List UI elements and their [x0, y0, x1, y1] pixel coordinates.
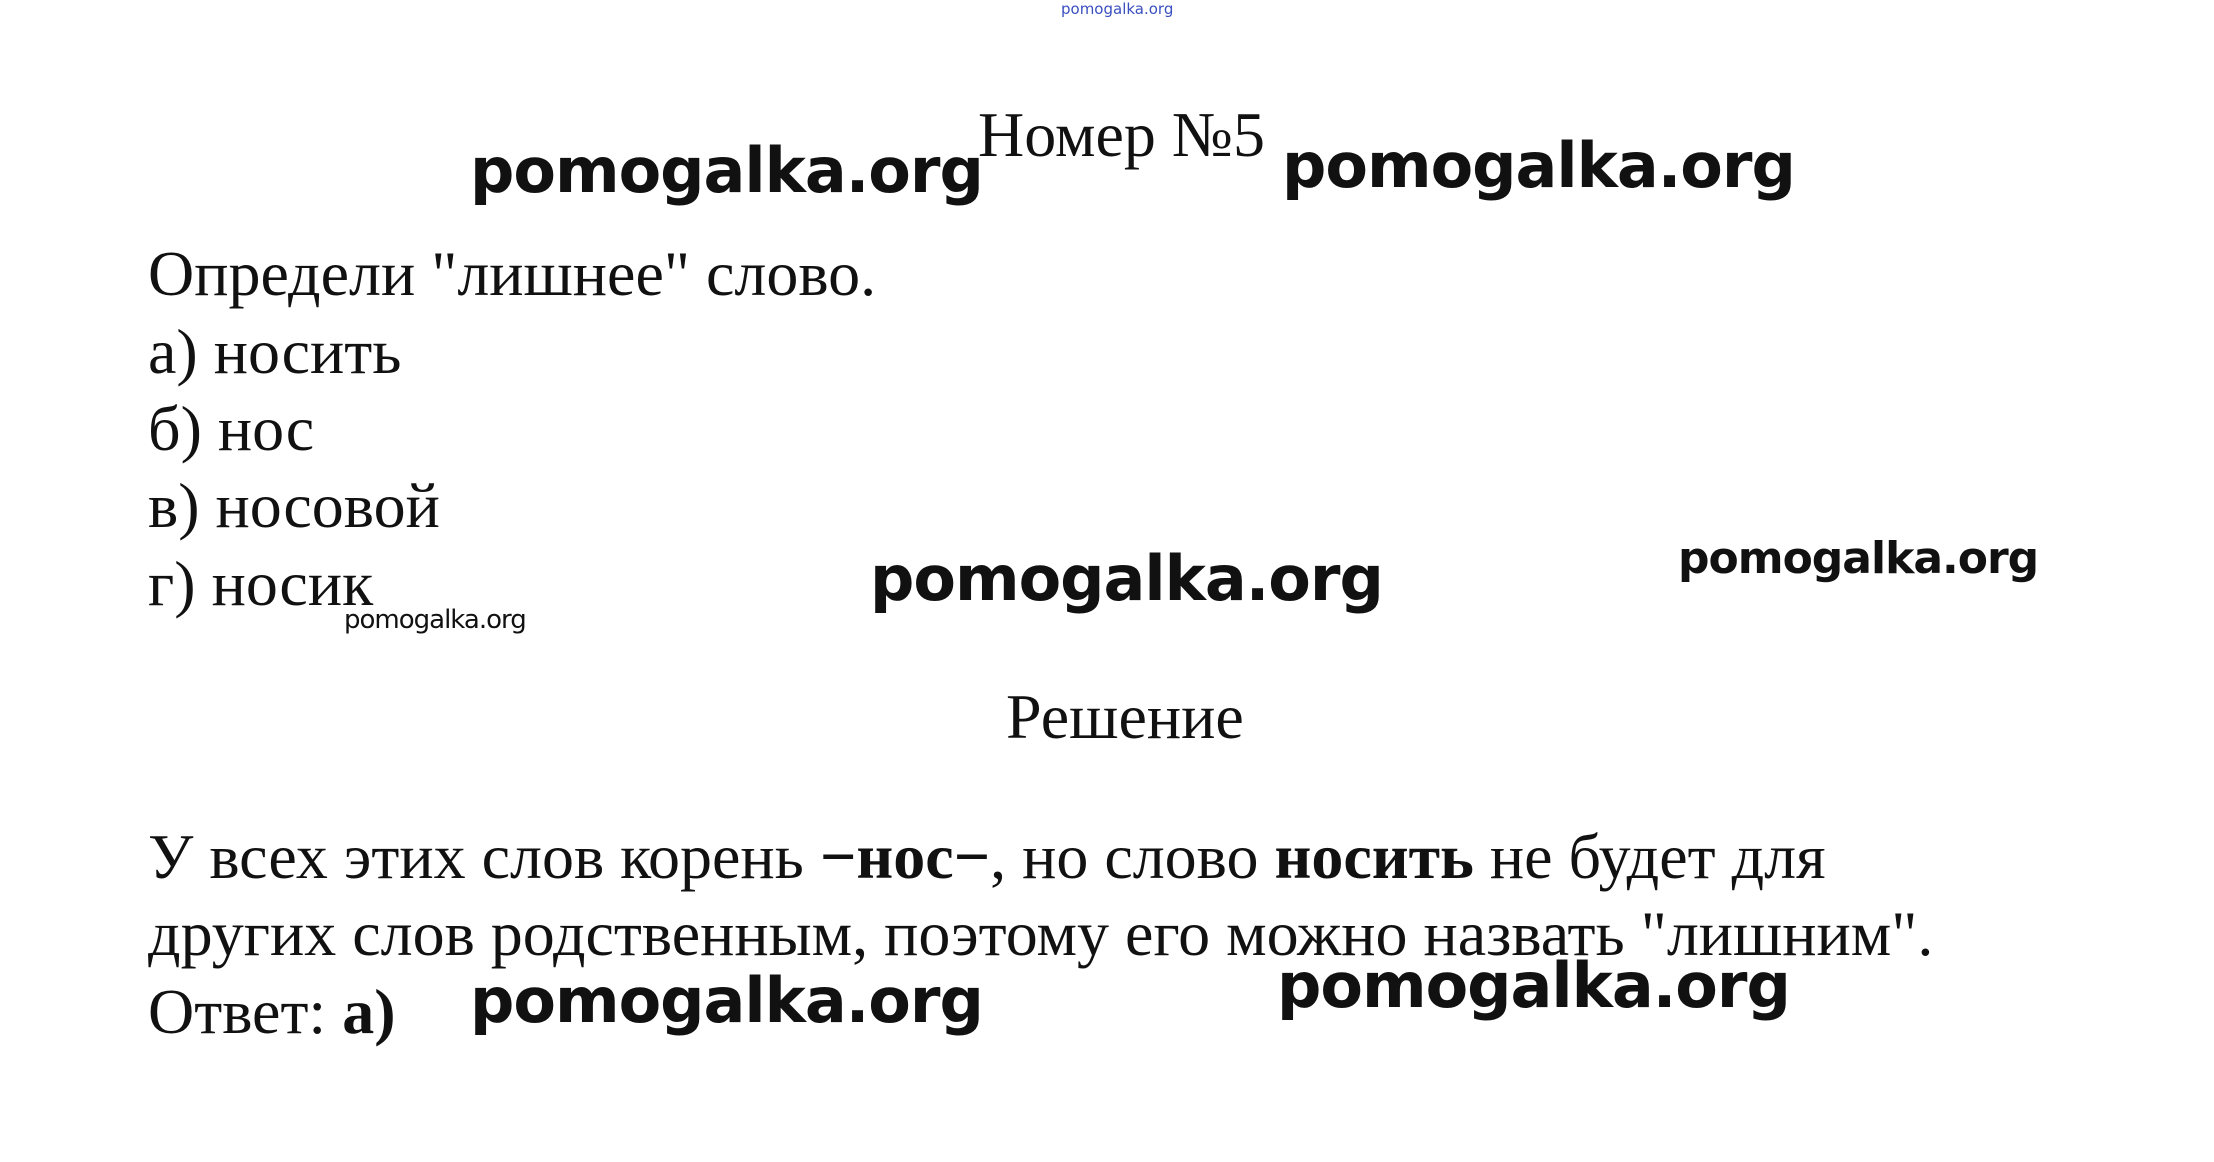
watermark-3: pomogalka.org [870, 542, 1383, 615]
watermark-7: pomogalka.org [470, 964, 983, 1037]
solution-text-2: , но слово [990, 821, 1275, 892]
page-title: Номер №5 [978, 99, 1265, 170]
solution-line-1 [148, 821, 1826, 892]
option-c: в) носовой [148, 470, 440, 541]
option-b: б) нос [148, 393, 315, 464]
solution-line-2: других слов родственным, поэтому его можно назвать "лишним". [148, 898, 1934, 969]
watermark-5: pomogalka.org [344, 605, 526, 635]
watermark-2: pomogalka.org [1282, 129, 1795, 202]
answer-line [148, 976, 396, 1047]
solution-text-1: У всех этих слов корень [148, 821, 820, 892]
word-highlight: носить [1274, 821, 1474, 892]
watermark-1: pomogalka.org [470, 134, 983, 207]
solution-text-3: не будет для [1473, 821, 1826, 892]
solution-heading: Решение [1006, 681, 1244, 752]
watermark-4: pomogalka.org [1678, 533, 2039, 584]
top-watermark: pomogalka.org [1061, 0, 1174, 18]
answer-label: Ответ: [148, 976, 343, 1047]
option-a: а) носить [148, 316, 402, 387]
task-prompt: Определи "лишнее" слово. [148, 238, 877, 309]
option-d: г) носик [148, 548, 374, 619]
watermark-6: pomogalka.org [1277, 949, 1790, 1022]
root-highlight: −нос− [819, 821, 991, 892]
answer-value: а) [342, 976, 396, 1047]
